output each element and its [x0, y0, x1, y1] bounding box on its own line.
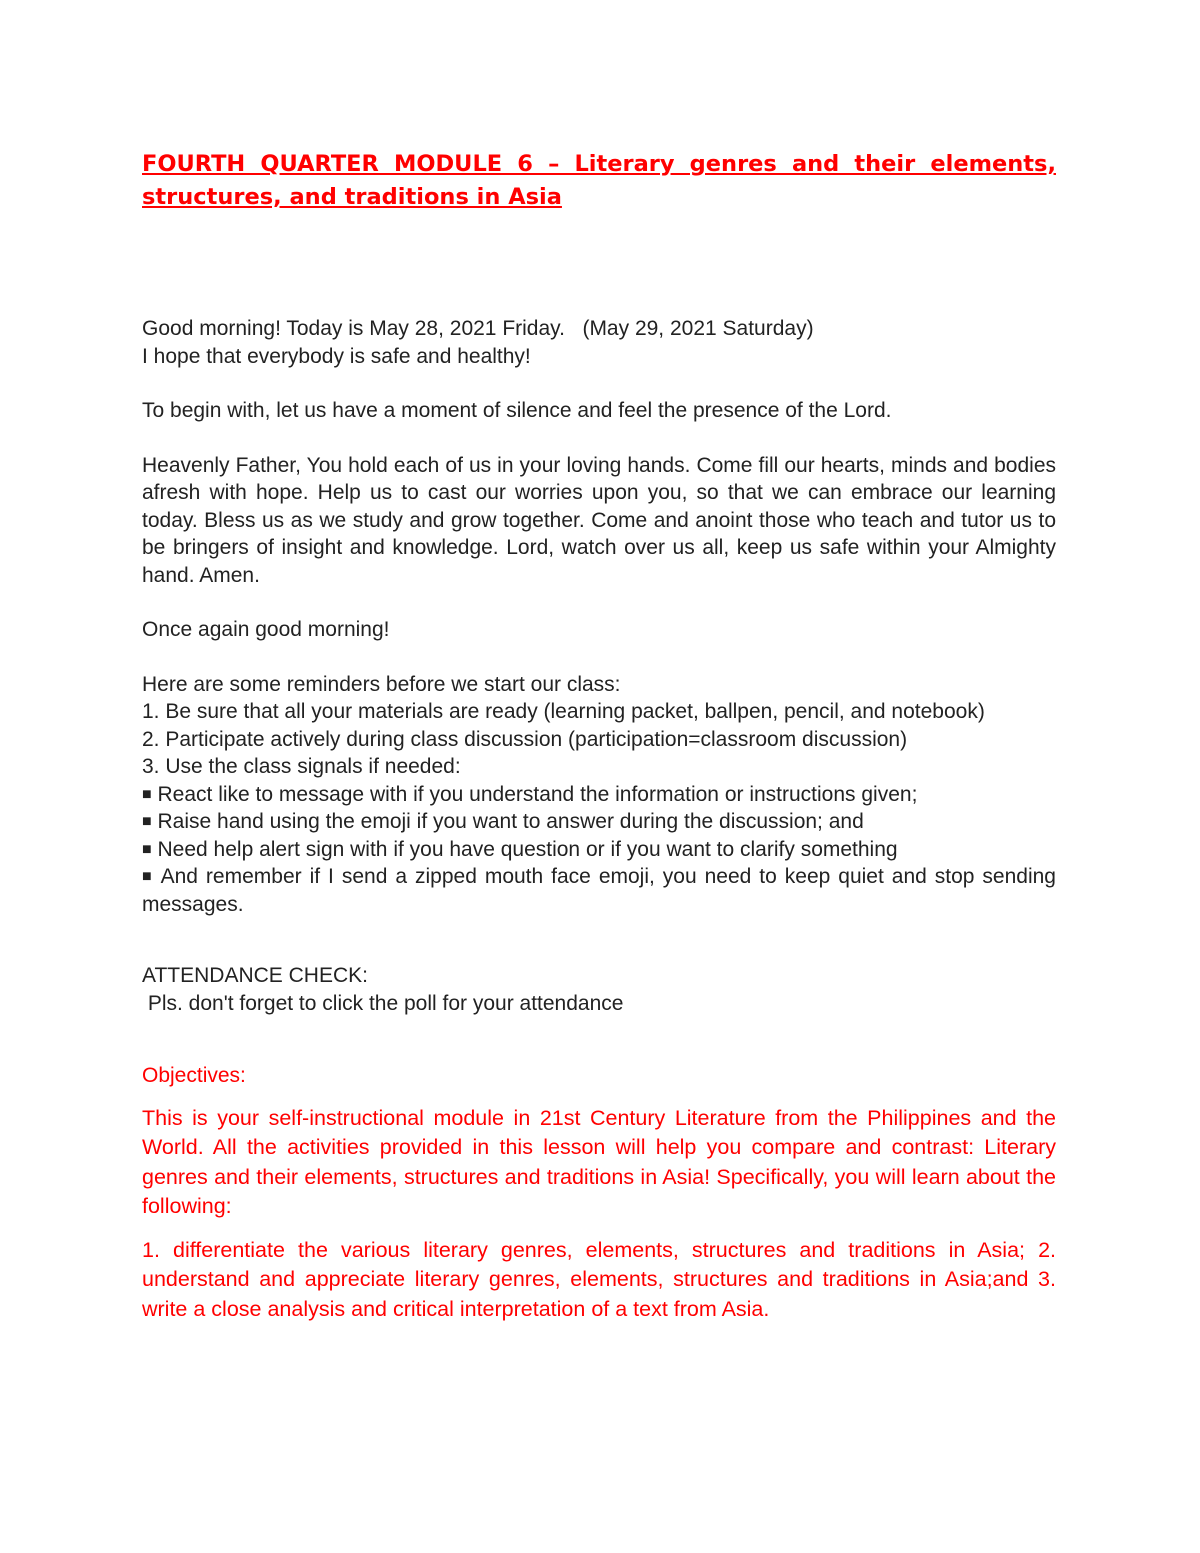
bullet-icon: ■: [142, 868, 154, 885]
module-title: FOURTH QUARTER MODULE 6 – Literary genres and their elements, structures, and traditions in Asia: [142, 151, 1056, 210]
once-again-paragraph: Once again good morning!: [142, 618, 390, 641]
silence-paragraph: To begin with, let us have a moment of silence and feel the presence of the Lord.: [142, 399, 892, 422]
greeting-line-1: Good morning! Today is May 28, 2021 Friday. (May 29, 2021 Saturday): [142, 317, 814, 340]
signal-text: React like to message with if you understand the information or instructions given;: [157, 782, 918, 806]
reminder-item-3: 3. Use the class signals if needed:: [142, 755, 461, 778]
spacer: [142, 370, 1056, 397]
signal-item-help: [142, 836, 1056, 864]
signal-item-zipped-mouth: [142, 863, 1056, 918]
spacer: [142, 1222, 1056, 1236]
signal-item-raise-hand: [142, 808, 1056, 836]
objectives-list: 1. differentiate the various literary genres, elements, structures and traditions in Asia; 2. understand and appreciate literary genres, elements, structures and traditions in Asia;and 3. write a close analysis and critical interpretation of a text from Asia.: [142, 1237, 1056, 1321]
reminders-section: [142, 671, 1056, 919]
bullet-icon: ■: [142, 840, 152, 858]
spacer: [142, 918, 1056, 962]
objectives-section: [142, 1062, 1056, 1324]
attendance-section: [142, 962, 1056, 1017]
objectives-heading: Objectives:: [142, 1064, 246, 1087]
reminder-item-2: 2. Participate actively during class discussion (participation=classroom discussion): [142, 727, 908, 751]
spacer: [142, 589, 1056, 616]
greeting-paragraph: [142, 315, 1056, 370]
greeting-line-2: I hope that everybody is safe and healthy!: [142, 344, 531, 368]
bullet-icon: ■: [142, 813, 152, 830]
document-body: [142, 148, 1056, 1324]
spacer: [142, 1090, 1056, 1104]
signal-text: And remember if I send a zipped mouth face emoji, you need to keep quiet and stop sending messages.: [142, 865, 1056, 916]
spacer: [142, 425, 1056, 452]
signal-text: Need help alert sign with if you have question or if you want to clarify something: [157, 837, 898, 861]
objectives-intro: This is your self-instructional module in 21st Century Literature from the Philippines and the World. All the activities provided in this lesson will help you compare and contrast: Literary genres and their elements, structures and traditions in Asia! Specifically, you will learn about the following:: [142, 1105, 1056, 1218]
signal-text: Raise hand using the emoji if you want to answer during the discussion; and: [157, 810, 864, 833]
signal-item-like: [142, 781, 1056, 809]
spacer: [142, 644, 1056, 671]
spacer: [142, 214, 1056, 315]
bullet-icon: ■: [142, 785, 152, 803]
prayer-paragraph: Heavenly Father, You hold each of us in your loving hands. Come fill our hearts, minds and bodies afresh with hope. Help us to cast our worries upon you, so that we can embrace our learning today. Bless us as we study and grow together. Come and anoint those who teach and tutor us to be bringers of insight and knowledge. Lord, watch over us all, keep us safe within your Almighty hand. Amen.: [142, 453, 1056, 587]
attendance-heading: ATTENDANCE CHECK:: [142, 964, 368, 987]
reminders-intro: Here are some reminders before we start our class:: [142, 672, 621, 696]
reminder-item-1: 1. Be sure that all your materials are ready (learning packet, ballpen, pencil, and notebook): [142, 700, 985, 723]
attendance-text: Pls. don't forget to click the poll for your attendance: [142, 991, 624, 1015]
spacer: [142, 1017, 1056, 1062]
